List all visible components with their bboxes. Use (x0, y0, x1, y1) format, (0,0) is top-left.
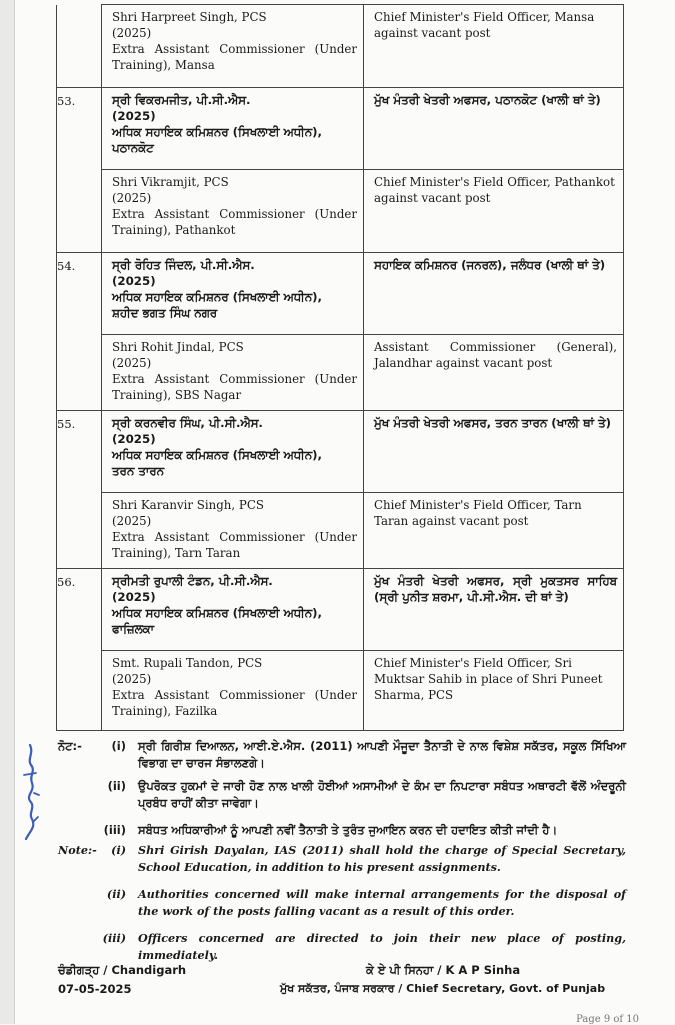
officer-rank: Extra Assistant Commissioner (Under Training), Fazilka (112, 688, 357, 718)
note-text: Shri Girish Dayalan, IAS (2011) shall hold the charge of Special Secretary, School Education, in addition to his present assignments. (138, 843, 626, 874)
officer-name: Smt. Rupali Tandon, PCS (112, 656, 263, 670)
posting-text-pa: ਮੁੱਖ ਮੰਤਰੀ ਖੇਤਰੀ ਅਫਸਰ, ਤਰਨ ਤਾਰਨ (ਖਾਲੀ ਥਾਂ ਤੇ) (374, 416, 612, 430)
posting-cell-pa (364, 411, 624, 493)
posting-text-pa: ਮੁੱਖ ਮੰਤਰੀ ਖੇਤਰੀ ਅਫਸਰ, ਪਠਾਨਕੋਟ (ਖਾਲੀ ਥਾਂ ਤੇ) (374, 93, 601, 107)
officer-name-pa: ਸ੍ਰੀਮਤੀ ਰੁਪਾਲੀ ਟੰਡਨ, ਪੀ.ਸੀ.ਐਸ. (112, 574, 273, 588)
handwritten-initials (20, 735, 42, 845)
table-row (57, 170, 624, 253)
officer-cell-en (102, 493, 364, 569)
table-row (57, 5, 624, 88)
officer-batch: (2025) (112, 514, 152, 528)
posting-cell-pa (364, 569, 624, 651)
table-row (57, 335, 624, 411)
officer-cell-en (102, 5, 364, 88)
officer-cell-pa (102, 569, 364, 651)
officer-name: Shri Rohit Jindal, PCS (112, 340, 244, 354)
officer-place-pa: ਤਰਨ ਤਾਰਨ (112, 464, 164, 478)
table-row (57, 253, 624, 335)
officer-rank: Extra Assistant Commissioner (Under Training), Pathankot (112, 207, 357, 237)
officer-cell-en (102, 651, 364, 731)
note-label: ਨੋਟ:- (58, 739, 82, 753)
serial-number: 56. (57, 569, 102, 731)
posting-text-pa: ਸਹਾਇਕ ਕਮਿਸ਼ਨਰ (ਜਨਰਲ), ਜਲੰਧਰ (ਖਾਲੀ ਥਾਂ ਤੇ) (374, 258, 606, 272)
officer-rank: Extra Assistant Commissioner (Under Training), Mansa (112, 42, 357, 72)
officer-name: Shri Vikramjit, PCS (112, 175, 229, 189)
posting-text-pa: ਮੁੱਖ ਮੰਤਰੀ ਖੇਤਰੀ ਅਫਸਰ, ਸ੍ਰੀ ਮੁਕਤਸਰ ਸਾਹਿਬ (ਸ੍ਰੀ ਪੁਨੀਤ ਸ਼ਰਮਾ, ਪੀ.ਸੀ.ਐਸ. ਦੀ ਥਾਂ ਤੇ) (374, 574, 617, 604)
officer-batch: (2025) (112, 672, 152, 686)
note-text: ਉਪਰੋਕਤ ਹੁਕਮਾਂ ਦੇ ਜਾਰੀ ਹੋਣ ਨਾਲ ਖਾਲੀ ਹੋਈਆਂ ਅਸਾਮੀਆਂ ਦੇ ਕੰਮ ਦਾ ਨਿਪਟਾਰਾ ਸਬੰਧਤ ਅਥਾਰਟੀ ਵੱਲੋਂ ਅੰਦਰੂਨੀ ਪ੍ਰਬੰਧ ਰਾਹੀਂ ਕੀਤਾ ਜਾਵੇਗਾ। (138, 779, 626, 810)
officer-place-pa: ਸ਼ਹੀਦ ਭਗਤ ਸਿੰਘ ਨਗਰ (112, 306, 218, 320)
table-row (57, 493, 624, 569)
note-text: ਸਬੰਧਤ ਅਧਿਕਾਰੀਆਂ ਨੂੰ ਆਪਣੀ ਨਵੀਂ ਤੈਨਾਤੀ ਤੇ ਤੁਰੰਤ ਜੁਆਇਨ ਕਰਨ ਦੀ ਹਦਾਇਤ ਕੀਤੀ ਜਾਂਦੀ ਹੈ। (138, 823, 558, 837)
note-marker: (iii) (103, 823, 126, 837)
serial-number (57, 5, 102, 88)
officer-name-pa: ਸ੍ਰੀ ਕਰਨਵੀਰ ਸਿੰਘ, ਪੀ.ਸੀ.ਐਸ. (112, 416, 263, 430)
officer-cell-pa (102, 88, 364, 170)
note-marker: (i) (111, 739, 126, 753)
signatory-name: ਕੇ ਏ ਪੀ ਸਿਨਹਾ / K A P Sinha (366, 963, 521, 977)
officer-place-pa: ਪਠਾਨਕੋਟ (112, 141, 154, 155)
officer-batch: (2025) (112, 274, 156, 288)
page-edge (0, 0, 15, 1024)
issue-date: 07-05-2025 (58, 982, 132, 996)
note-text: Authorities concerned will make internal arrangements for the disposal of the work of the posts falling vacant as a result of this order. (138, 887, 626, 918)
officer-rank: Extra Assistant Commissioner (Under Training), SBS Nagar (112, 372, 357, 402)
serial-number: 54. (57, 253, 102, 411)
officer-batch: (2025) (112, 26, 152, 40)
posting-text: Chief Minister's Field Officer, Mansa against vacant post (374, 10, 595, 40)
officer-rank-pa: ਅਧਿਕ ਸਹਾਇਕ ਕਮਿਸ਼ਨਰ (ਸਿਖਲਾਈ ਅਧੀਨ), (112, 125, 322, 139)
officer-rank: Extra Assistant Commissioner (Under Training), Tarn Taran (112, 530, 357, 560)
serial-number: 55. (57, 411, 102, 569)
officer-name: Shri Karanvir Singh, PCS (112, 498, 264, 512)
note-text: Officers concerned are directed to join their new place of posting, immediately. (138, 931, 626, 962)
officer-rank-pa: ਅਧਿਕ ਸਹਾਇਕ ਕਮਿਸ਼ਨਰ (ਸਿਖਲਾਈ ਅਧੀਨ), (112, 448, 322, 462)
table-row (57, 88, 624, 170)
officer-batch: (2025) (112, 191, 152, 205)
note-text: ਸ੍ਰੀ ਗਿਰੀਸ਼ ਦਿਆਲਨ, ਆਈ.ਏ.ਐਸ. (2011) ਆਪਣੀ ਮੌਜੂਦਾ ਤੈਨਾਤੀ ਦੇ ਨਾਲ ਵਿਸ਼ੇਸ਼ ਸਕੱਤਰ, ਸਕੂਲ ਸਿੱਖਿਆ ਵਿਭਾਗ ਦਾ ਚਾਰਜ ਸੰਭਾਲਣਗੇ। (138, 739, 626, 770)
officer-cell-pa (102, 411, 364, 493)
posting-text: Assistant Commissioner (General), Jalandhar against vacant post (374, 340, 617, 370)
posting-text: Chief Minister's Field Officer, Pathankot against vacant post (374, 175, 615, 205)
officer-batch: (2025) (112, 109, 156, 123)
note-marker: (iii) (102, 931, 126, 945)
posting-text: Chief Minister's Field Officer, Sri Muktsar Sahib in place of Shri Puneet Sharma, PCS (374, 656, 603, 702)
issue-place: ਚੰਡੀਗੜ੍ਹ / Chandigarh (58, 963, 187, 977)
officer-cell-pa (102, 253, 364, 335)
officer-batch: (2025) (112, 432, 156, 446)
table-row (57, 569, 624, 651)
posting-cell-pa (364, 253, 624, 335)
officer-rank-pa: ਅਧਿਕ ਸਹਾਇਕ ਕਮਿਸ਼ਨਰ (ਸਿਖਲਾਈ ਅਧੀਨ), (112, 290, 322, 304)
table-row (57, 651, 624, 731)
officer-name-pa: ਸ੍ਰੀ ਵਿਕਰਮਜੀਤ, ਪੀ.ਸੀ.ਐਸ. (112, 93, 251, 107)
posting-text: Chief Minister's Field Officer, Tarn Taran against vacant post (374, 498, 582, 528)
note-marker: (ii) (107, 779, 126, 793)
officer-name-pa: ਸ੍ਰੀ ਰੋਹਿਤ ਜਿੰਦਲ, ਪੀ.ਸੀ.ਐਸ. (112, 258, 255, 272)
officer-rank-pa: ਅਧਿਕ ਸਹਾਇਕ ਕਮਿਸ਼ਨਰ (ਸਿਖਲਾਈ ਅਧੀਨ), (112, 606, 322, 620)
officer-batch: (2025) (112, 590, 156, 604)
officer-batch: (2025) (112, 356, 152, 370)
note-marker: (i) (111, 843, 126, 857)
table-row (57, 411, 624, 493)
officer-place-pa: ਫਾਜ਼ਿਲਕਾ (112, 622, 154, 636)
signatory-designation: ਮੁੱਖ ਸਕੱਤਰ, ਪੰਜਾਬ ਸਰਕਾਰ / Chief Secretary, Govt. of Punjab (280, 982, 606, 995)
note-label: Note:- (58, 843, 97, 857)
officer-cell-en (102, 335, 364, 411)
note-marker: (ii) (106, 887, 126, 901)
serial-number: 53. (57, 88, 102, 253)
posting-cell-en (364, 335, 624, 411)
posting-cell-en (364, 651, 624, 731)
posting-cell-en (364, 493, 624, 569)
postings-table (56, 4, 624, 731)
posting-cell-en (364, 5, 624, 88)
posting-cell-en (364, 170, 624, 253)
officer-name: Shri Harpreet Singh, PCS (112, 10, 267, 24)
officer-cell-en (102, 170, 364, 253)
posting-cell-pa (364, 88, 624, 170)
page-number: Page 9 of 10 (576, 1014, 639, 1025)
